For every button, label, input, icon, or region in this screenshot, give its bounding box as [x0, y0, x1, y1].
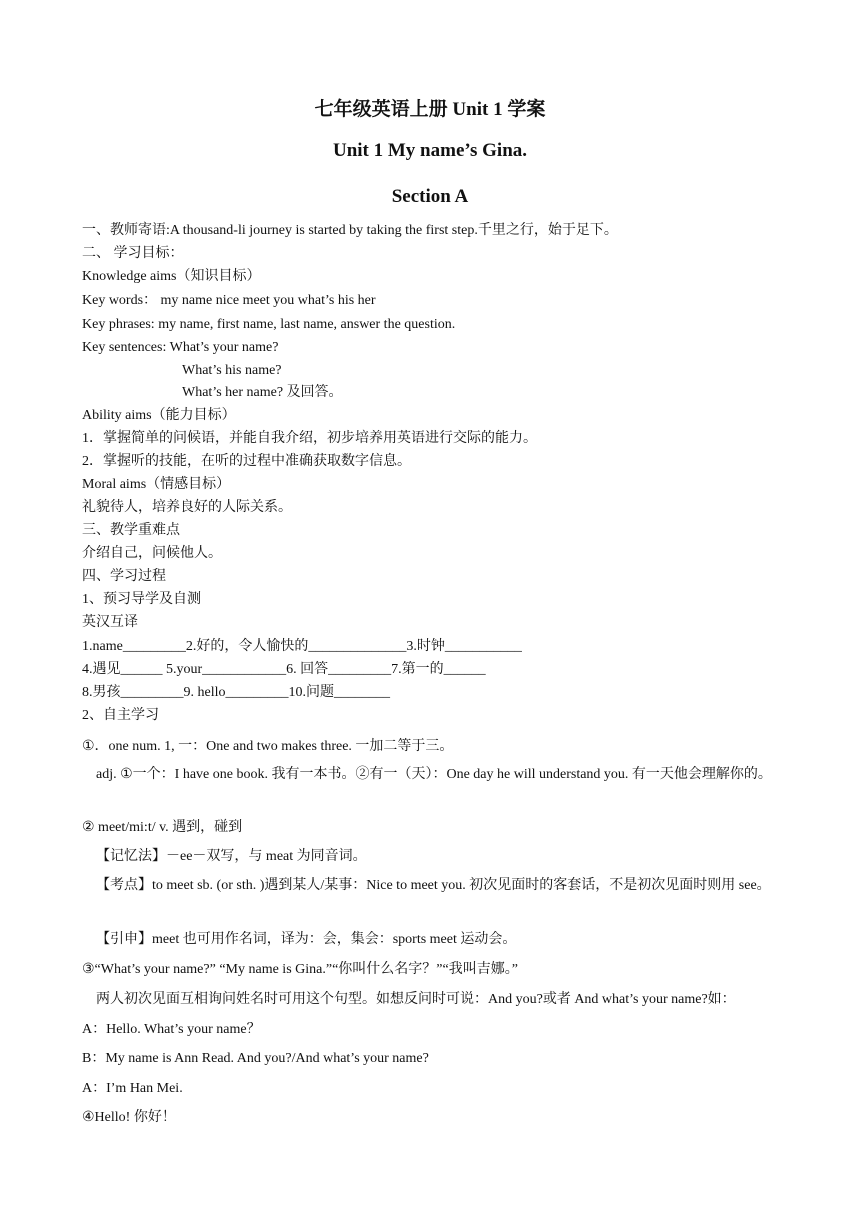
note-one: ①．one num. 1, 一：One and two makes three. 一加二等于三。 — [82, 739, 454, 754]
moral-aims-heading: Moral aims（情感目标） — [82, 477, 231, 492]
note-meet-extension: 【引申】meet 也可用作名词，译为：会，集会：sports meet 运动会。 — [96, 932, 517, 947]
unit-title: Unit 1 My name’s Gina. — [332, 140, 528, 161]
key-phrases: Key phrases: my name, first name, last name, answer the question. — [82, 317, 456, 332]
note-hello: ④Hello! 你好！ — [82, 1110, 176, 1125]
note-meet-memory: 【记忆法】－ee－双写，与 meat 为同音词。 — [96, 849, 367, 864]
key-sentences: Key sentences: What’s your name? — [82, 340, 279, 355]
key-points-text: 介绍自己，问候他人。 — [82, 546, 222, 561]
heading-learning-process: 四、学习过程 — [82, 569, 166, 584]
ability-aim-2: 2．掌握听的技能，在听的过程中准确获取数字信息。 — [82, 454, 411, 469]
key-sentence-her: What’s her name? 及回答。 — [182, 385, 343, 400]
note-one-adj: adj. ①一个：I have one book. 我有一本书。②有一（天）：One day he will understand you. 有一天他会理解你的。 — [96, 767, 772, 782]
exercise-row-2: 4.遇见______ 5.your____________6. 回答_________7.第一的______ — [82, 662, 486, 677]
note-meet: ② meet/mi:t/ v. 遇到，碰到 — [82, 820, 243, 835]
document-title: 七年级英语上册 Unit 1 学案 — [314, 99, 546, 120]
key-sentence-his: What’s his name? — [182, 363, 282, 378]
teacher-message: 一、教师寄语:A thousand-li journey is started by taking the first step.千里之行，始于足下。 — [82, 223, 618, 238]
key-words: Key words： my name nice meet you what’s his her — [82, 293, 376, 308]
exercise-row-1: 1.name_________2.好的，令人愉快的______________3.时钟___________ — [82, 639, 522, 654]
dialogue-a2: A：I’m Han Mei. — [82, 1081, 183, 1096]
note-whats-your-name: ③“What’s your name?” “My name is Gina.”“你叫什么名字？”“我叫吉娜。” — [82, 962, 518, 977]
dialogue-a1: A：Hello. What’s your name？ — [82, 1022, 261, 1037]
moral-aim: 礼貌待人，培养良好的人际关系。 — [82, 500, 292, 515]
knowledge-aims-heading: Knowledge aims（知识目标） — [82, 269, 261, 284]
note-usage: 两人初次见面互相询问姓名时可用这个句型。如想反问时可说：And you?或者 And what’s your name?如： — [96, 992, 736, 1007]
heading-key-points: 三、教学重难点 — [82, 523, 180, 538]
section-title: Section A — [391, 186, 469, 207]
dialogue-b1: B：My name is Ann Read. And you?/And what’s your name? — [82, 1051, 429, 1066]
translation-heading: 英汉互译 — [82, 615, 138, 630]
self-study-heading: 2、自主学习 — [82, 708, 159, 723]
ability-aims-heading: Ability aims（能力目标） — [82, 408, 236, 423]
ability-aim-1: 1．掌握简单的问候语，并能自我介绍，初步培养用英语进行交际的能力。 — [82, 431, 537, 446]
note-meet-exam: 【考点】to meet sb. (or sth. )遇到某人/某事：Nice to meet you. 初次见面时的客套话，不是初次见面时则用 see。 — [96, 878, 771, 893]
exercise-row-3: 8.男孩_________9. hello_________10.问题________ — [82, 685, 390, 700]
heading-learning-goals: 二、 学习目标： — [82, 246, 184, 261]
preview-heading: 1、预习导学及自测 — [82, 592, 201, 607]
